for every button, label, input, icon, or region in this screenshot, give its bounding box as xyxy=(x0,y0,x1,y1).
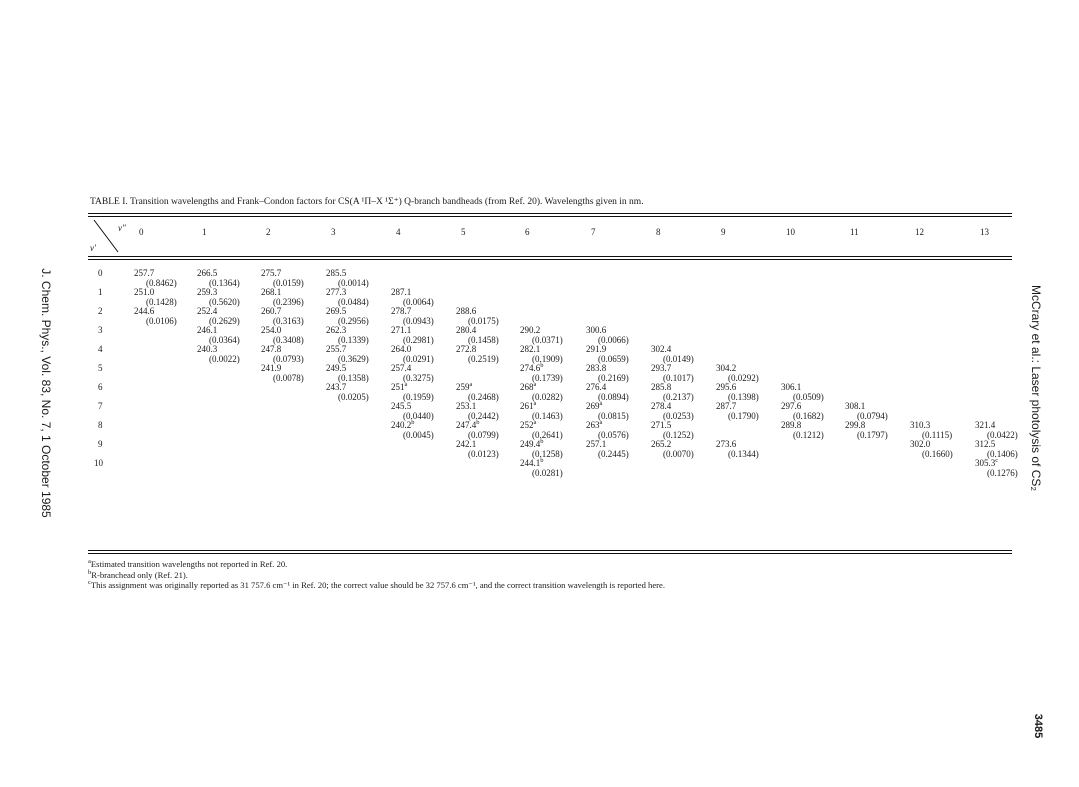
franck-condon-cell: (0.0149) xyxy=(663,354,694,364)
franck-condon-cell: (0.0281) xyxy=(532,468,563,478)
footnote-marker: a xyxy=(599,400,603,407)
franck-condon-cell: (0.2629) xyxy=(209,316,240,326)
wavelength-cell: 310.3 xyxy=(910,420,931,430)
wavelength-cell: 252.4 xyxy=(197,306,218,316)
wavelength-cell: 274.6$^b$ xyxy=(520,362,544,373)
wavelength-cell: 304.2 xyxy=(716,363,737,373)
wavelength-cell: 271.1 xyxy=(391,325,412,335)
wavelength-cell: 293.7 xyxy=(651,363,672,373)
franck-condon-cell: (0.0175) xyxy=(468,316,499,326)
wavelength-cell: 259.3 xyxy=(197,287,218,297)
footnote-marker: b xyxy=(540,362,544,369)
wavelength-cell: 265.2 xyxy=(651,439,672,449)
franck-condon-cell: (0.3629) xyxy=(338,354,369,364)
wavelength-cell: 241.9 xyxy=(261,363,282,373)
franck-condon-cell: (0.1115) xyxy=(922,430,953,440)
franck-condon-cell: (0.0064) xyxy=(403,297,434,307)
franck-condon-cell: (0.2169) xyxy=(598,373,629,383)
wavelength-cell: 263$^a$ xyxy=(586,419,603,430)
franck-condon-cell: (0.1212) xyxy=(793,430,824,440)
column-header: 11 xyxy=(850,227,859,237)
wavelength-cell: 289.8 xyxy=(781,420,802,430)
column-header: 7 xyxy=(591,227,596,237)
wavelength-cell: 268.1 xyxy=(261,287,282,297)
franck-condon-cell: (0.1406) xyxy=(987,449,1018,459)
column-header: 2 xyxy=(266,227,271,237)
franck-condon-cell: (0.3275) xyxy=(403,373,434,383)
header-v-double-prime: v″ xyxy=(118,223,126,233)
franck-condon-cell: (0.1790) xyxy=(728,411,759,421)
table-caption: TABLE I. Transition wavelengths and Frank–Condon factors for CS(A ¹Π–X ¹Σ⁺) Q-branch bandheads (from Ref. 20). Wavelengths given in nm. xyxy=(90,197,644,207)
franck-condon-cell: (0.0106) xyxy=(146,316,177,326)
row-label: 3 xyxy=(98,325,103,335)
column-header: 8 xyxy=(656,227,661,237)
wavelength-cell: 240.2$^b$ xyxy=(391,419,415,430)
franck-condon-cell: (0.1739) xyxy=(532,373,563,383)
wavelength-cell: 247.8 xyxy=(261,344,282,354)
franck-condon-cell: (0.1682) xyxy=(793,411,824,421)
wavelength-cell: 271.5 xyxy=(651,420,672,430)
column-header: 1 xyxy=(202,227,207,237)
franck-condon-cell: (0.0078) xyxy=(273,373,304,383)
wavelength-cell: 249.5 xyxy=(326,363,347,373)
franck-condon-cell: (0.1458) xyxy=(468,335,499,345)
franck-condon-cell: (0.5620) xyxy=(209,297,240,307)
wavelength-cell: 300.6 xyxy=(586,325,607,335)
wavelength-cell: 321.4 xyxy=(975,420,996,430)
column-header: 0 xyxy=(139,227,144,237)
franck-condon-cell: (0.0422) xyxy=(987,430,1018,440)
wavelength-cell: 276.4 xyxy=(586,382,607,392)
wavelength-cell: 308.1 xyxy=(845,401,866,411)
wavelength-cell: 253.1 xyxy=(456,401,477,411)
franck-condon-cell: (0.0815) xyxy=(598,411,629,421)
column-header: 4 xyxy=(396,227,401,237)
wavelength-cell: 285.8 xyxy=(651,382,672,392)
franck-condon-cell: (0.2442) xyxy=(468,411,499,421)
wavelength-cell: 305.3$^c$ xyxy=(975,457,999,468)
footnote-c: $^c$This assignment was originally reported as 31 757.6 cm⁻¹ in Ref. 20; the correct value should be 32 757.6 cm⁻¹, and the correct transition wavelength is reported here. xyxy=(88,579,665,590)
wavelength-cell: 268$^a$ xyxy=(520,381,537,392)
wavelength-cell: 273.6 xyxy=(716,439,737,449)
franck-condon-cell: (0.0364) xyxy=(209,335,240,345)
wavelength-cell: 240.3 xyxy=(197,344,218,354)
wavelength-cell: 257.1 xyxy=(586,439,607,449)
footnote-marker: b xyxy=(476,419,480,426)
wavelength-cell: 297.6 xyxy=(781,401,802,411)
footnote-a: $^a$Estimated transition wavelengths not reported in Ref. 20. xyxy=(88,558,288,569)
footnote-marker: a xyxy=(533,400,537,407)
franck-condon-cell: (0.0282) xyxy=(532,392,563,402)
franck-condon-cell: (0.0440) xyxy=(403,411,434,421)
franck-condon-cell: (0.2956) xyxy=(338,316,369,326)
wavelength-cell: 262.3 xyxy=(326,325,347,335)
row-label: 2 xyxy=(98,306,103,316)
wavelength-cell: 290.2 xyxy=(520,325,541,335)
franck-condon-cell: (0.1252) xyxy=(663,430,694,440)
franck-condon-cell: (0.2396) xyxy=(273,297,304,307)
franck-condon-cell: (0.0484) xyxy=(338,297,369,307)
wavelength-cell: 287.1 xyxy=(391,287,412,297)
wavelength-cell: 242.1 xyxy=(456,439,477,449)
row-label: 1 xyxy=(98,287,103,297)
franck-condon-cell: (0.0509) xyxy=(793,392,824,402)
franck-condon-cell: (0.8462) xyxy=(146,278,177,288)
franck-condon-cell: (0.2445) xyxy=(598,449,629,459)
franck-condon-cell: (0.1258) xyxy=(532,449,563,459)
wavelength-cell: 299.8 xyxy=(845,420,866,430)
column-header: 6 xyxy=(525,227,530,237)
franck-condon-cell: (0.2641) xyxy=(532,430,563,440)
franck-condon-cell: (0.0159) xyxy=(273,278,304,288)
wavelength-cell: 249.4$^b$ xyxy=(520,438,544,449)
wavelength-cell: 278.4 xyxy=(651,401,672,411)
franck-condon-cell: (0.1428) xyxy=(146,297,177,307)
franck-condon-cell: (0.1339) xyxy=(338,335,369,345)
wavelength-cell: 246.1 xyxy=(197,325,218,335)
wavelength-cell: 287.7 xyxy=(716,401,737,411)
row-label: 10 xyxy=(94,458,103,468)
wavelength-cell: 257.7 xyxy=(134,268,155,278)
franck-condon-cell: (0.1344) xyxy=(728,449,759,459)
footnote-marker: a xyxy=(469,381,473,388)
column-header: 3 xyxy=(331,227,336,237)
wavelength-cell: 302.0 xyxy=(910,439,931,449)
column-header: 10 xyxy=(786,227,795,237)
column-header: 12 xyxy=(915,227,924,237)
franck-condon-cell: (0.3408) xyxy=(273,335,304,345)
franck-condon-cell: (0.0291) xyxy=(403,354,434,364)
franck-condon-cell: (0.1959) xyxy=(403,392,434,402)
franck-condon-cell: (0.0253) xyxy=(663,411,694,421)
wavelength-cell: 247.4$^b$ xyxy=(456,419,480,430)
franck-condon-cell: (0.0070) xyxy=(663,449,694,459)
franck-condon-cell: (0.0292) xyxy=(728,373,759,383)
column-header: 13 xyxy=(980,227,989,237)
footnote-marker: b xyxy=(540,457,544,464)
franck-condon-cell: (0.0894) xyxy=(598,392,629,402)
franck-condon-cell: (0.1364) xyxy=(209,278,240,288)
wavelength-cell: 264.0 xyxy=(391,344,412,354)
wavelength-cell: 295.6 xyxy=(716,382,737,392)
franck-condon-cell: (0.1909) xyxy=(532,354,563,364)
franck-condon-cell: (0.0014) xyxy=(338,278,369,288)
franck-condon-cell: (0.0799) xyxy=(468,430,499,440)
footnote-marker: a xyxy=(533,381,537,388)
wavelength-cell: 302.4 xyxy=(651,344,672,354)
row-label: 9 xyxy=(98,439,103,449)
franck-condon-cell: (0.2519) xyxy=(468,354,499,364)
wavelength-cell: 285.5 xyxy=(326,268,347,278)
wavelength-cell: 255.7 xyxy=(326,344,347,354)
franck-condon-cell: (0.1797) xyxy=(857,430,888,440)
franck-condon-cell: (0.0576) xyxy=(598,430,629,440)
wavelength-cell: 251.0 xyxy=(134,287,155,297)
column-header: 9 xyxy=(721,227,726,237)
column-header: 5 xyxy=(461,227,466,237)
franck-condon-cell: (0.0794) xyxy=(857,411,888,421)
franck-condon-cell: (0.0943) xyxy=(403,316,434,326)
wavelength-cell: 312.5 xyxy=(975,439,996,449)
row-label: 7 xyxy=(98,401,103,411)
footnotes xyxy=(88,559,1012,591)
footnote-marker: a xyxy=(599,419,603,426)
wavelength-cell: 259$^a$ xyxy=(456,381,473,392)
franck-condon-cell: (0.2981) xyxy=(403,335,434,345)
data-table xyxy=(88,213,1018,553)
wavelength-cell: 280.4 xyxy=(456,325,477,335)
footnote-marker: a xyxy=(404,381,408,388)
footnote-b: $^b$R-branchead only (Ref. 21). xyxy=(88,568,188,580)
franck-condon-cell: (0.0371) xyxy=(532,335,563,345)
franck-condon-cell: (0.3163) xyxy=(273,316,304,326)
wavelength-cell: 272.8 xyxy=(456,344,477,354)
franck-condon-cell: (0.0659) xyxy=(598,354,629,364)
wavelength-cell: 283.8 xyxy=(586,363,607,373)
header-v-prime: v′ xyxy=(90,243,96,253)
franck-condon-cell: (0.2137) xyxy=(663,392,694,402)
wavelength-cell: 245.5 xyxy=(391,401,412,411)
wavelength-cell: 275.7 xyxy=(261,268,282,278)
wavelength-cell: 261$^a$ xyxy=(520,400,537,411)
wavelength-cell: 306.1 xyxy=(781,382,802,392)
franck-condon-cell: (0.1358) xyxy=(338,373,369,383)
footnote-marker: b xyxy=(540,438,544,445)
franck-condon-cell: (0.1660) xyxy=(922,449,953,459)
wavelength-cell: 266.5 xyxy=(197,268,218,278)
row-label: 6 xyxy=(98,382,103,392)
wavelength-cell: 260.7 xyxy=(261,306,282,316)
wavelength-cell: 269$^a$ xyxy=(586,400,603,411)
franck-condon-cell: (0.1017) xyxy=(663,373,694,383)
franck-condon-cell: (0.0793) xyxy=(273,354,304,364)
wavelength-cell: 291.9 xyxy=(586,344,607,354)
wavelength-cell: 278.7 xyxy=(391,306,412,316)
franck-condon-cell: (0.0022) xyxy=(209,354,240,364)
table-bottom-rule-double xyxy=(88,553,1012,554)
franck-condon-cell: (0.0045) xyxy=(403,430,434,440)
row-label: 4 xyxy=(98,344,103,354)
wavelength-cell: 269.5 xyxy=(326,306,347,316)
franck-condon-cell: (0.0066) xyxy=(598,335,629,345)
franck-condon-cell: (0.2468) xyxy=(468,392,499,402)
footnote-marker: b xyxy=(411,419,415,426)
wavelength-cell: 252$^a$ xyxy=(520,419,537,430)
wavelength-cell: 288.6 xyxy=(456,306,477,316)
wavelength-cell: 244.6 xyxy=(134,306,155,316)
row-label: 8 xyxy=(98,420,103,430)
footnote-marker: c xyxy=(995,457,999,464)
franck-condon-cell: (0.0205) xyxy=(338,392,369,402)
franck-condon-cell: (0.1463) xyxy=(532,411,563,421)
journal-citation: J. Chem. Phys., Vol. 83, No. 7, 1 October 1985 xyxy=(39,268,53,518)
row-label: 0 xyxy=(98,268,103,278)
franck-condon-cell: (0.0123) xyxy=(468,449,499,459)
wavelength-cell: 282.1 xyxy=(520,344,541,354)
row-label: 5 xyxy=(98,363,103,373)
franck-condon-cell: (0.1398) xyxy=(728,392,759,402)
wavelength-cell: 254.0 xyxy=(261,325,282,335)
footnote-marker: a xyxy=(533,419,537,426)
wavelength-cell: 277.3 xyxy=(326,287,347,297)
running-head: McCrary et al.: Laser photolysis of CS₂ xyxy=(1029,284,1043,492)
wavelength-cell: 257.4 xyxy=(391,363,412,373)
page-number: 3485 xyxy=(1032,713,1044,739)
wavelength-cell: 243.7 xyxy=(326,382,347,392)
wavelength-cell: 251$^a$ xyxy=(391,381,408,392)
wavelength-cell: 244.1$^b$ xyxy=(520,457,544,468)
franck-condon-cell: (0.1276) xyxy=(987,468,1018,478)
